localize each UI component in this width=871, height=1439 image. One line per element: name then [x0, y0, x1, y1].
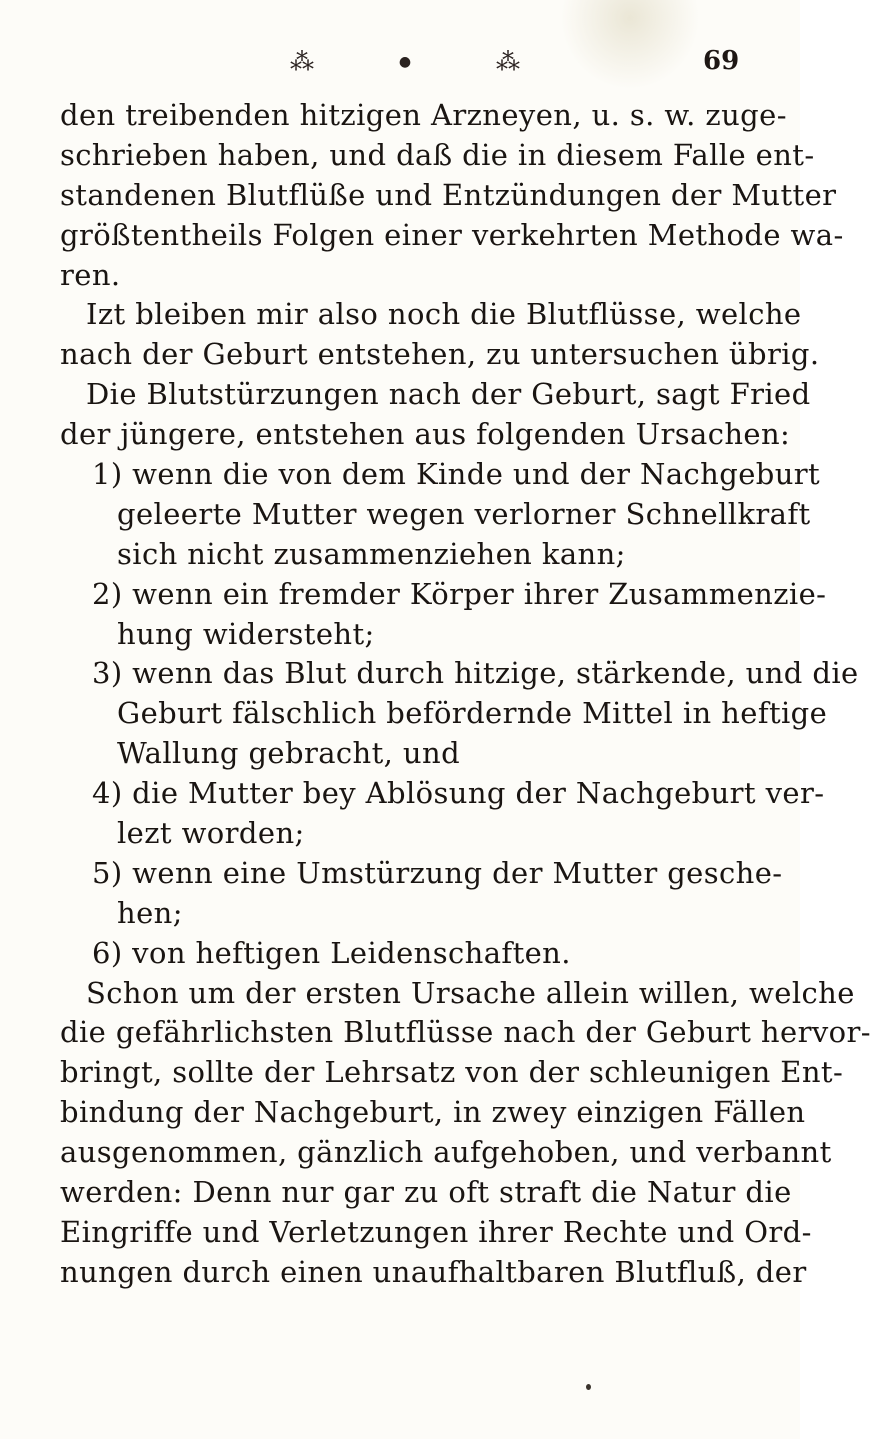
- text-line: bindung der Nachgeburt, in zwey einzigen Fällen: [60, 1095, 806, 1130]
- body-text: [60, 96, 871, 1293]
- text-line: lezt worden;: [117, 816, 305, 851]
- text-line: Schon um der ersten Ursache allein willen, welche: [86, 975, 855, 1010]
- text-line: Die Blutstürzungen nach der Geburt, sagt Fried: [86, 377, 811, 412]
- text-line: die gefährlichsten Blutflüsse nach der Geburt hervor-: [60, 1015, 871, 1050]
- ink-speck: [586, 1384, 591, 1390]
- list-item-1: 1) wenn die von dem Kinde und der Nachgeburt: [92, 457, 821, 492]
- text-line: hen;: [117, 895, 183, 930]
- paper-stain: [560, 0, 700, 90]
- text-line: größtentheils Folgen einer verkehrten Methode wa-: [60, 217, 844, 252]
- ornament-center-icon: ●: [398, 54, 412, 70]
- text-line: der jüngere, entstehen aus folgenden Ursachen:: [60, 417, 791, 452]
- text-line: ausgenommen, gänzlich aufgehoben, und verbannt: [60, 1135, 832, 1170]
- text-line: nungen durch einen unaufhaltbaren Blutfluß, der: [60, 1254, 807, 1289]
- list-item-5: 5) wenn eine Umstürzung der Mutter gesche-: [92, 855, 783, 890]
- text-line: sich nicht zusammenziehen kann;: [117, 536, 626, 571]
- text-line: schrieben haben, und daß die in diesem Falle ent-: [60, 137, 815, 172]
- text-line: geleerte Mutter wegen verlorner Schnellkraft: [117, 496, 811, 531]
- text-line: standenen Blutflüße und Entzündungen der Mutter: [60, 177, 837, 212]
- list-item-4: 4) die Mutter bey Ablösung der Nachgeburt ver-: [92, 776, 825, 811]
- text-line: den treibenden hitzigen Arzneyen, u. s. w. zuge-: [60, 98, 787, 132]
- page-number: 69: [703, 46, 740, 76]
- text-line: werden: Denn nur gar zu oft straft die Natur die: [60, 1175, 792, 1210]
- text-line: ren.: [60, 257, 121, 292]
- text-line: Geburt fälschlich befördernde Mittel in heftige: [117, 696, 828, 731]
- ornament-right-icon: ⁂: [496, 48, 520, 76]
- text-line: hung widersteht;: [117, 616, 375, 651]
- list-item-2: 2) wenn ein fremder Körper ihrer Zusammenzie-: [92, 576, 827, 611]
- text-line: bringt, sollte der Lehrsatz von der schleunigen Ent-: [60, 1055, 844, 1090]
- text-line: Izt bleiben mir also noch die Blutflüsse, welche: [86, 297, 802, 332]
- text-line: nach der Geburt entstehen, zu untersuchen übrig.: [60, 337, 820, 372]
- list-item-6: 6) von heftigen Leidenschaften.: [92, 935, 571, 970]
- ornament-left-icon: ⁂: [290, 48, 314, 76]
- text-line: Eingriffe und Verletzungen ihrer Rechte und Ord-: [60, 1214, 812, 1249]
- list-item-3: 3) wenn das Blut durch hitzige, stärkende, und die: [92, 656, 859, 691]
- text-line: Wallung gebracht, und: [117, 736, 461, 771]
- header-ornaments: [290, 48, 520, 76]
